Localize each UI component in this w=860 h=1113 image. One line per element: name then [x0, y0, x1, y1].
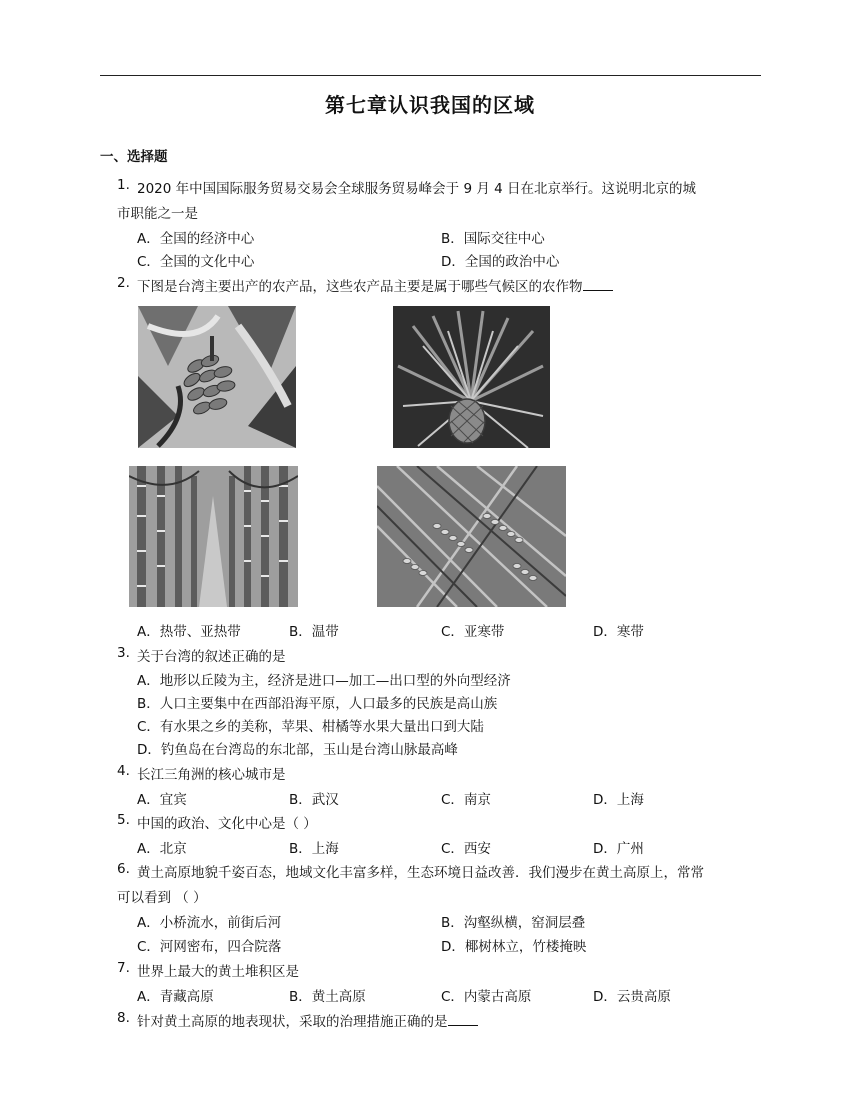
question-7-number: 7.	[117, 960, 130, 976]
question-1-option-b: B．国际交往中心	[441, 231, 545, 247]
question-3-option-d: D．钓鱼岛在台湾岛的东北部，玉山是台湾山脉最高峰	[137, 742, 458, 758]
section-heading: 一、选择题	[100, 149, 168, 165]
question-1-number: 1.	[117, 177, 130, 193]
question-5-option-c: C．西安	[441, 841, 491, 857]
question-4-option-b: B．武汉	[289, 792, 339, 808]
question-6-option-c: C．河网密布，四合院落	[137, 939, 282, 955]
question-3-number: 3.	[117, 645, 130, 661]
question-4-option-c: C．南京	[441, 792, 491, 808]
question-4-stem: 长江三角洲的核心城市是	[137, 767, 286, 783]
question-6-stem-line-2: 可以看到 （ ）	[117, 890, 207, 906]
banana-photo	[138, 306, 296, 448]
pineapple-photo	[393, 306, 550, 448]
question-1-stem-line-1: 2020 年中国国际服务贸易交易会全球服务贸易峰会于 9 月 4 日在北京举行。这说明北京的城	[137, 181, 696, 197]
question-7-option-c: C．内蒙古高原	[441, 989, 532, 1005]
question-6-stem-line-1: 黄土高原地貌千姿百态，地域文化丰富多样，生态环境日益改善．我们漫步在黄土高原上，常常	[137, 865, 704, 881]
question-2-stem: 下图是台湾主要出产的农产品，这些农产品主要是属于哪些气候区的农作物	[137, 275, 613, 295]
question-3-option-a: A．地形以丘陵为主，经济是进口—加工—出口型的外向型经济	[137, 673, 511, 689]
question-7-option-d: D．云贵高原	[593, 989, 671, 1005]
question-4-option-a: A．宜宾	[137, 792, 187, 808]
question-3-option-c: C．有水果之乡的美称，苹果、柑橘等水果大量出口到大陆	[137, 719, 484, 735]
question-6-option-d: D．椰树林立，竹楼掩映	[441, 939, 587, 955]
question-7-option-b: B．黄土高原	[289, 989, 366, 1005]
question-6-number: 6.	[117, 861, 130, 877]
question-5-number: 5.	[117, 812, 130, 828]
question-1-stem-line-2: 市职能之一是	[117, 206, 198, 222]
question-6-option-a: A．小桥流水，前街后河	[137, 915, 282, 931]
question-2-option-b: B．温带	[289, 624, 339, 640]
question-5-option-a: A．北京	[137, 841, 187, 857]
question-4-option-d: D．上海	[593, 792, 644, 808]
question-8-number: 8.	[117, 1010, 130, 1026]
question-1-option-c: C．全国的文化中心	[137, 254, 255, 270]
question-5-option-d: D．广州	[593, 841, 644, 857]
question-2-option-c: C．亚寒带	[441, 624, 505, 640]
question-1-option-d: D．全国的政治中心	[441, 254, 560, 270]
question-1-option-a: A．全国的经济中心	[137, 231, 255, 247]
page-title: 第七章认识我国的区域	[325, 93, 535, 117]
question-3-stem: 关于台湾的叙述正确的是	[137, 649, 286, 665]
rice-photo	[377, 466, 566, 607]
question-3-option-b: B．人口主要集中在西部沿海平原，人口最多的民族是高山族	[137, 696, 498, 712]
sugarcane-photo	[129, 466, 298, 607]
header-rule	[100, 75, 761, 76]
answer-blank	[583, 278, 613, 291]
question-8-stem: 针对黄土高原的地表现状，采取的治理措施正确的是	[137, 1010, 478, 1030]
answer-blank	[448, 1013, 478, 1026]
question-7-option-a: A．青藏高原	[137, 989, 214, 1005]
question-4-number: 4.	[117, 763, 130, 779]
question-2-option-d: D．寒带	[593, 624, 644, 640]
question-5-option-b: B．上海	[289, 841, 339, 857]
question-2-option-a: A．热带、亚热带	[137, 624, 241, 640]
question-2-number: 2.	[117, 275, 130, 291]
question-7-stem: 世界上最大的黄土堆积区是	[137, 964, 299, 980]
question-5-stem: 中国的政治、文化中心是（ ）	[137, 816, 317, 832]
question-6-option-b: B．沟壑纵横，窑洞层叠	[441, 915, 586, 931]
